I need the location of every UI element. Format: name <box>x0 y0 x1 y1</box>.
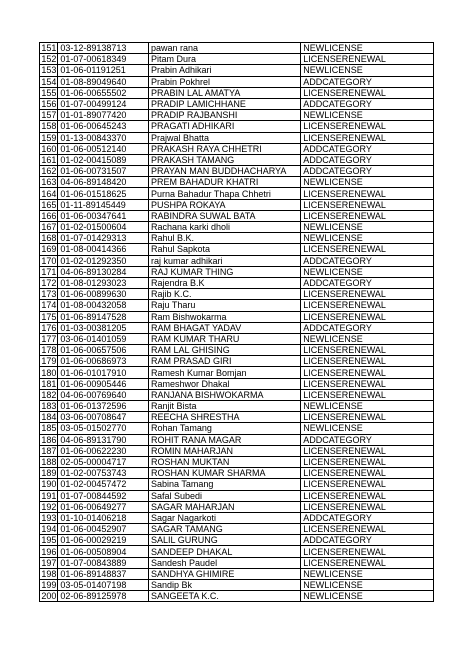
table-row <box>40 154 434 165</box>
applicant-name-cell: SAGAR TAMANG <box>149 524 301 535</box>
table-row <box>40 389 434 400</box>
table-row <box>40 233 434 244</box>
applicant-name-cell: PRAGATI ADHIKARI <box>149 121 301 132</box>
table-row <box>40 356 434 367</box>
license-id-cell: 01-08-89049640 <box>58 76 149 87</box>
license-id-cell: 01-02-01292350 <box>58 255 149 266</box>
request-type-cell: NEWLICENSE <box>301 266 434 277</box>
license-id-cell: 04-06-00769640 <box>58 389 149 400</box>
request-type-cell: ADDCATEGORY <box>301 434 434 445</box>
serial-number-cell: 200 <box>41 591 57 602</box>
request-type-cell: LICENSERENEWAL <box>301 345 434 356</box>
table-row <box>40 557 434 568</box>
request-type-cell: LICENSERENEWAL <box>301 244 434 255</box>
serial-number-cell: 174 <box>41 300 57 311</box>
table-row <box>40 177 434 188</box>
applicant-name-cell: Rahul Sapkota <box>149 244 301 255</box>
table-row <box>40 546 434 557</box>
serial-number-cell: 166 <box>41 210 57 221</box>
applicant-name-cell: Pitam Dura <box>149 54 301 65</box>
applicant-name-cell: PRAKASH RAYA CHHETRI <box>149 143 301 154</box>
request-type-cell: LICENSERENEWAL <box>301 412 434 423</box>
serial-number-cell: 163 <box>41 177 57 188</box>
request-type-cell: ADDCATEGORY <box>301 512 434 523</box>
request-type-cell: LICENSERENEWAL <box>301 378 434 389</box>
license-id-cell: 01-02-00415089 <box>58 154 149 165</box>
license-id-cell: 01-02-00753743 <box>58 468 149 479</box>
license-id-cell: 01-06-00649277 <box>58 501 149 512</box>
request-type-cell: LICENSERENEWAL <box>301 289 434 300</box>
request-type-cell: LICENSERENEWAL <box>301 210 434 221</box>
table-row <box>40 512 434 523</box>
license-id-cell: 01-06-00686973 <box>58 356 149 367</box>
license-id-cell: 01-01-89077420 <box>58 110 149 121</box>
serial-number-cell: 187 <box>41 445 57 456</box>
request-type-cell: LICENSERENEWAL <box>301 54 434 65</box>
serial-number-cell: 180 <box>41 367 57 378</box>
request-type-cell: ADDCATEGORY <box>301 166 434 177</box>
serial-number-cell: 192 <box>41 501 57 512</box>
request-type-cell: LICENSERENEWAL <box>301 490 434 501</box>
applicant-name-cell: RABINDRA SUWAL BATA <box>149 210 301 221</box>
request-type-cell: ADDCATEGORY <box>301 154 434 165</box>
request-type-cell: NEWLICENSE <box>301 580 434 591</box>
applicant-name-cell: Rameshwor Dhakal <box>149 378 301 389</box>
serial-number-cell: 172 <box>41 278 57 289</box>
applicant-name-cell: Prajwal Bhatta <box>149 132 301 143</box>
license-id-cell: 02-06-89125978 <box>58 591 149 602</box>
serial-number-cell: 184 <box>41 412 57 423</box>
request-type-cell: NEWLICENSE <box>301 591 434 602</box>
serial-number-cell: 151 <box>41 43 57 54</box>
request-type-cell: NEWLICENSE <box>301 222 434 233</box>
applicant-name-cell: Prabin Pokhrel <box>149 76 301 87</box>
applicant-name-cell: ROMIN MAHARJAN <box>149 445 301 456</box>
applicant-name-cell: Ram Bishwokarma <box>149 311 301 322</box>
applicant-name-cell: pawan rana <box>149 43 301 54</box>
serial-number-cell: 161 <box>41 154 57 165</box>
serial-number-cell: 191 <box>41 490 57 501</box>
applicant-name-cell: raj kumar adhikari <box>149 255 301 266</box>
request-type-cell: LICENSERENEWAL <box>301 557 434 568</box>
serial-number-cell: 157 <box>41 110 57 121</box>
table-row <box>40 456 434 467</box>
license-id-cell: 01-06-89148837 <box>58 568 149 579</box>
applicant-name-cell: PRAKASH TAMANG <box>149 154 301 165</box>
serial-number-cell: 168 <box>41 233 57 244</box>
serial-number-cell: 195 <box>41 535 57 546</box>
license-id-cell: 01-08-01293023 <box>58 277 149 288</box>
applicant-name-cell: RAM LAL GHISING <box>149 345 301 356</box>
request-type-cell: NEWLICENSE <box>301 177 434 188</box>
table-row <box>40 65 434 76</box>
applicant-name-cell: ROHIT RANA MAGAR <box>149 434 301 445</box>
request-type-cell: ADDCATEGORY <box>301 143 434 154</box>
applicant-name-cell: Ranjit Bista <box>149 401 301 412</box>
serial-number-cell: 167 <box>41 222 57 233</box>
table-row <box>40 132 434 143</box>
serial-number-cell: 177 <box>41 333 57 344</box>
applicant-name-cell: Rahul B.K. <box>149 233 301 244</box>
applicant-name-cell: REECHA SHRESTHA <box>149 412 301 423</box>
request-type-cell: LICENSERENEWAL <box>301 546 434 557</box>
license-id-cell: 01-06-00029219 <box>58 535 149 546</box>
license-id-cell: 01-06-00657506 <box>58 345 149 356</box>
applicant-name-cell: RAM BHAGAT YADAV <box>149 322 301 333</box>
table-row <box>40 434 434 445</box>
license-id-cell: 01-10-01406218 <box>58 512 149 523</box>
request-type-cell: ADDCATEGORY <box>301 322 434 333</box>
applicant-name-cell: SANGEETA K.C. <box>149 591 301 602</box>
table-row <box>40 568 434 579</box>
license-id-cell: 01-06-00622230 <box>58 445 149 456</box>
table-row <box>40 255 434 266</box>
request-type-cell: ADDCATEGORY <box>301 277 434 288</box>
license-id-cell: 01-11-89145449 <box>58 199 149 210</box>
request-type-cell: LICENSERENEWAL <box>301 188 434 199</box>
table-row <box>40 121 434 132</box>
serial-number-cell: 162 <box>41 166 57 177</box>
applicant-name-cell: Sabina Tamang <box>149 479 301 490</box>
license-id-cell: 01-08-00414366 <box>58 244 149 255</box>
serial-number-cell: 178 <box>41 345 57 356</box>
serial-number-cell: 185 <box>41 423 57 434</box>
applicant-name-cell: PREM BAHADUR KHATRI <box>149 177 301 188</box>
serial-number-cell: 155 <box>41 87 57 98</box>
table-row <box>40 222 434 233</box>
license-id-cell: 01-13-00843370 <box>58 132 149 143</box>
serial-number-cell: 169 <box>41 244 57 255</box>
serial-number-cell: 194 <box>41 524 57 535</box>
request-type-cell: LICENSERENEWAL <box>301 524 434 535</box>
applicant-name-cell: SANDHYA GHIMIRE <box>149 568 301 579</box>
serial-number-cell: 159 <box>41 132 57 143</box>
serial-number-cell: 189 <box>41 468 57 479</box>
serial-number-cell: 197 <box>41 557 57 568</box>
license-id-cell: 01-06-00655502 <box>58 87 149 98</box>
serial-number-cell: 196 <box>41 546 57 557</box>
table-row <box>40 76 434 87</box>
applicant-name-cell: Rajendra B.K <box>149 277 301 288</box>
serial-number-cell: 183 <box>41 401 57 412</box>
license-id-cell: 01-03-00381205 <box>58 322 149 333</box>
request-type-cell: LICENSERENEWAL <box>301 468 434 479</box>
applicant-name-cell: SALIL GURUNG <box>149 535 301 546</box>
request-type-cell: LICENSERENEWAL <box>301 300 434 311</box>
license-id-cell: 01-06-01372596 <box>58 401 149 412</box>
table-row <box>40 322 434 333</box>
request-type-cell: ADDCATEGORY <box>301 76 434 87</box>
license-id-cell: 03-06-00708647 <box>58 412 149 423</box>
request-type-cell: LICENSERENEWAL <box>301 356 434 367</box>
applicant-name-cell: Prabin Adhikari <box>149 65 301 76</box>
serial-number-cell: 164 <box>41 188 57 199</box>
table-row <box>40 591 434 602</box>
license-id-cell: 04-06-89130284 <box>58 266 149 277</box>
applicant-name-cell: PRAYAN MAN BUDDHACHARYA <box>149 166 301 177</box>
license-id-cell: 01-06-00899630 <box>58 289 149 300</box>
table-row <box>40 199 434 210</box>
license-id-cell: 01-07-01429313 <box>58 233 149 244</box>
request-type-cell: ADDCATEGORY <box>301 98 434 109</box>
applicant-name-cell: PRABIN LAL AMATYA <box>149 87 301 98</box>
serial-number-cell: 175 <box>41 311 57 322</box>
table-row <box>40 289 434 300</box>
table-row <box>40 423 434 434</box>
serial-number-cell: 182 <box>41 389 57 400</box>
serial-number-cell: 153 <box>41 65 57 76</box>
table-row <box>40 479 434 490</box>
applicant-name-cell: RANJANA BISHWOKARMA <box>149 389 301 400</box>
table-row <box>40 445 434 456</box>
applicant-name-cell: Sandip Bk <box>149 580 301 591</box>
table-row <box>40 43 434 54</box>
request-type-cell: LICENSERENEWAL <box>301 132 434 143</box>
serial-number-cell: 193 <box>41 512 57 523</box>
table-row <box>40 110 434 121</box>
serial-number-cell: 152 <box>41 54 57 65</box>
request-type-cell: ADDCATEGORY <box>301 535 434 546</box>
request-type-cell: NEWLICENSE <box>301 568 434 579</box>
request-type-cell: LICENSERENEWAL <box>301 445 434 456</box>
table-row <box>40 535 434 546</box>
license-id-cell: 01-06-01017910 <box>58 367 149 378</box>
table-row <box>40 345 434 356</box>
license-id-cell: 01-06-00645243 <box>58 121 149 132</box>
license-id-cell: 02-05-00004717 <box>58 456 149 467</box>
request-type-cell: LICENSERENEWAL <box>301 87 434 98</box>
license-id-cell: 01-08-00432058 <box>58 300 149 311</box>
table-row <box>40 98 434 109</box>
table-row <box>40 378 434 389</box>
applicant-name-cell: Raju Tharu <box>149 300 301 311</box>
serial-number-cell: 165 <box>41 199 57 210</box>
table-row <box>40 367 434 378</box>
table-row <box>40 143 434 154</box>
license-id-cell: 01-07-00618349 <box>58 54 149 65</box>
serial-number-cell: 171 <box>41 266 57 277</box>
serial-number-cell: 173 <box>41 289 57 300</box>
request-type-cell: LICENSERENEWAL <box>301 121 434 132</box>
serial-number-cell: 181 <box>41 378 57 389</box>
applicant-name-cell: PRADIP LAMICHHANE <box>149 98 301 109</box>
applicant-name-cell: Sagar Nagarkoti <box>149 512 301 523</box>
license-id-cell: 01-06-00512140 <box>58 143 149 154</box>
table-row <box>40 244 434 255</box>
applicant-name-cell: PUSHPA ROKAYA <box>149 199 301 210</box>
request-type-cell: NEWLICENSE <box>301 110 434 121</box>
serial-number-cell: 198 <box>41 568 57 579</box>
table-row <box>40 266 434 277</box>
license-id-cell: 01-06-00452907 <box>58 524 149 535</box>
serial-number-cell: 186 <box>41 434 57 445</box>
table-row <box>40 277 434 288</box>
request-type-cell: NEWLICENSE <box>301 233 434 244</box>
request-type-cell: NEWLICENSE <box>301 401 434 412</box>
request-type-cell: NEWLICENSE <box>301 423 434 434</box>
serial-number-cell: 179 <box>41 356 57 367</box>
license-id-cell: 03-05-01407198 <box>58 580 149 591</box>
serial-number-cell: 190 <box>41 479 57 490</box>
applicant-name-cell: Sandesh Paudel <box>149 557 301 568</box>
serial-number-cell: 154 <box>41 76 57 87</box>
serial-number-cell: 160 <box>41 143 57 154</box>
license-id-cell: 01-07-00844592 <box>58 490 149 501</box>
request-type-cell: ADDCATEGORY <box>301 255 434 266</box>
applicant-name-cell: ROSHAN KUMAR SHARMA <box>149 468 301 479</box>
applicant-name-cell: Rachana karki dholi <box>149 222 301 233</box>
request-type-cell: LICENSERENEWAL <box>301 501 434 512</box>
table-row <box>40 87 434 98</box>
license-id-cell: 01-07-00499124 <box>58 98 149 109</box>
applicant-name-cell: Rohan Tamang <box>149 423 301 434</box>
serial-number-cell: 176 <box>41 322 57 333</box>
license-id-cell: 01-06-89147528 <box>58 311 149 322</box>
request-type-cell: NEWLICENSE <box>301 65 434 76</box>
table-row <box>40 524 434 535</box>
request-type-cell: NEWLICENSE <box>301 333 434 344</box>
request-type-cell: LICENSERENEWAL <box>301 479 434 490</box>
license-id-cell: 04-06-89131790 <box>58 434 149 445</box>
applicant-name-cell: PRADIP RAJBANSHI <box>149 110 301 121</box>
serial-number-cell: 170 <box>41 255 57 266</box>
table-row <box>40 210 434 221</box>
license-id-cell: 01-06-00731507 <box>58 166 149 177</box>
table-row <box>40 501 434 512</box>
request-type-cell: NEWLICENSE <box>301 43 434 54</box>
applicant-name-cell: Safal Subedi <box>149 490 301 501</box>
license-id-cell: 03-05-01502770 <box>58 423 149 434</box>
table-row <box>40 300 434 311</box>
license-id-cell: 01-07-00843889 <box>58 557 149 568</box>
applicant-name-cell: SANDEEP DHAKAL <box>149 546 301 557</box>
applicant-name-cell: RAJ KUMAR THING <box>149 266 301 277</box>
table-row <box>40 54 434 65</box>
applicant-name-cell: Rajib K.C. <box>149 289 301 300</box>
serial-number-cell: 199 <box>41 580 57 591</box>
license-id-cell: 01-06-01191251 <box>58 65 149 76</box>
request-type-cell: LICENSERENEWAL <box>301 311 434 322</box>
serial-number-cell: 158 <box>41 121 57 132</box>
license-id-cell: 04-06-89148420 <box>58 177 149 188</box>
table-row <box>40 490 434 501</box>
applicant-name-cell: Purna Bahadur Thapa Chhetri <box>149 188 301 199</box>
applicant-name-cell: RAM PRASAD GIRI <box>149 356 301 367</box>
request-type-cell: LICENSERENEWAL <box>301 367 434 378</box>
serial-number-cell: 188 <box>41 457 57 468</box>
applicant-name-cell: RAM KUMAR THARU <box>149 333 301 344</box>
records-table-body <box>40 43 434 602</box>
license-id-cell: 01-06-01518625 <box>58 188 149 199</box>
license-id-cell: 03-12-89138713 <box>58 43 149 54</box>
applicant-name-cell: ROSHAN MUKTAN <box>149 456 301 467</box>
applicant-name-cell: Ramesh Kumar Bomjan <box>149 367 301 378</box>
table-row <box>40 401 434 412</box>
request-type-cell: LICENSERENEWAL <box>301 456 434 467</box>
applicant-name-cell: SAGAR MAHARJAN <box>149 501 301 512</box>
table-row <box>40 333 434 344</box>
table-row <box>40 311 434 322</box>
table-row <box>40 468 434 479</box>
license-id-cell: 01-02-01500604 <box>58 222 149 233</box>
request-type-cell: LICENSERENEWAL <box>301 199 434 210</box>
license-id-cell: 01-02-00457472 <box>58 479 149 490</box>
license-id-cell: 01-06-00508904 <box>58 546 149 557</box>
table-row <box>40 412 434 423</box>
table-row <box>40 580 434 591</box>
license-id-cell: 01-06-00347641 <box>58 210 149 221</box>
table-row <box>40 166 434 177</box>
records-table <box>39 42 434 602</box>
serial-number-cell: 156 <box>41 99 57 110</box>
table-row <box>40 188 434 199</box>
license-id-cell: 03-06-01401059 <box>58 333 149 344</box>
request-type-cell: LICENSERENEWAL <box>301 389 434 400</box>
license-id-cell: 01-06-00905446 <box>58 378 149 389</box>
